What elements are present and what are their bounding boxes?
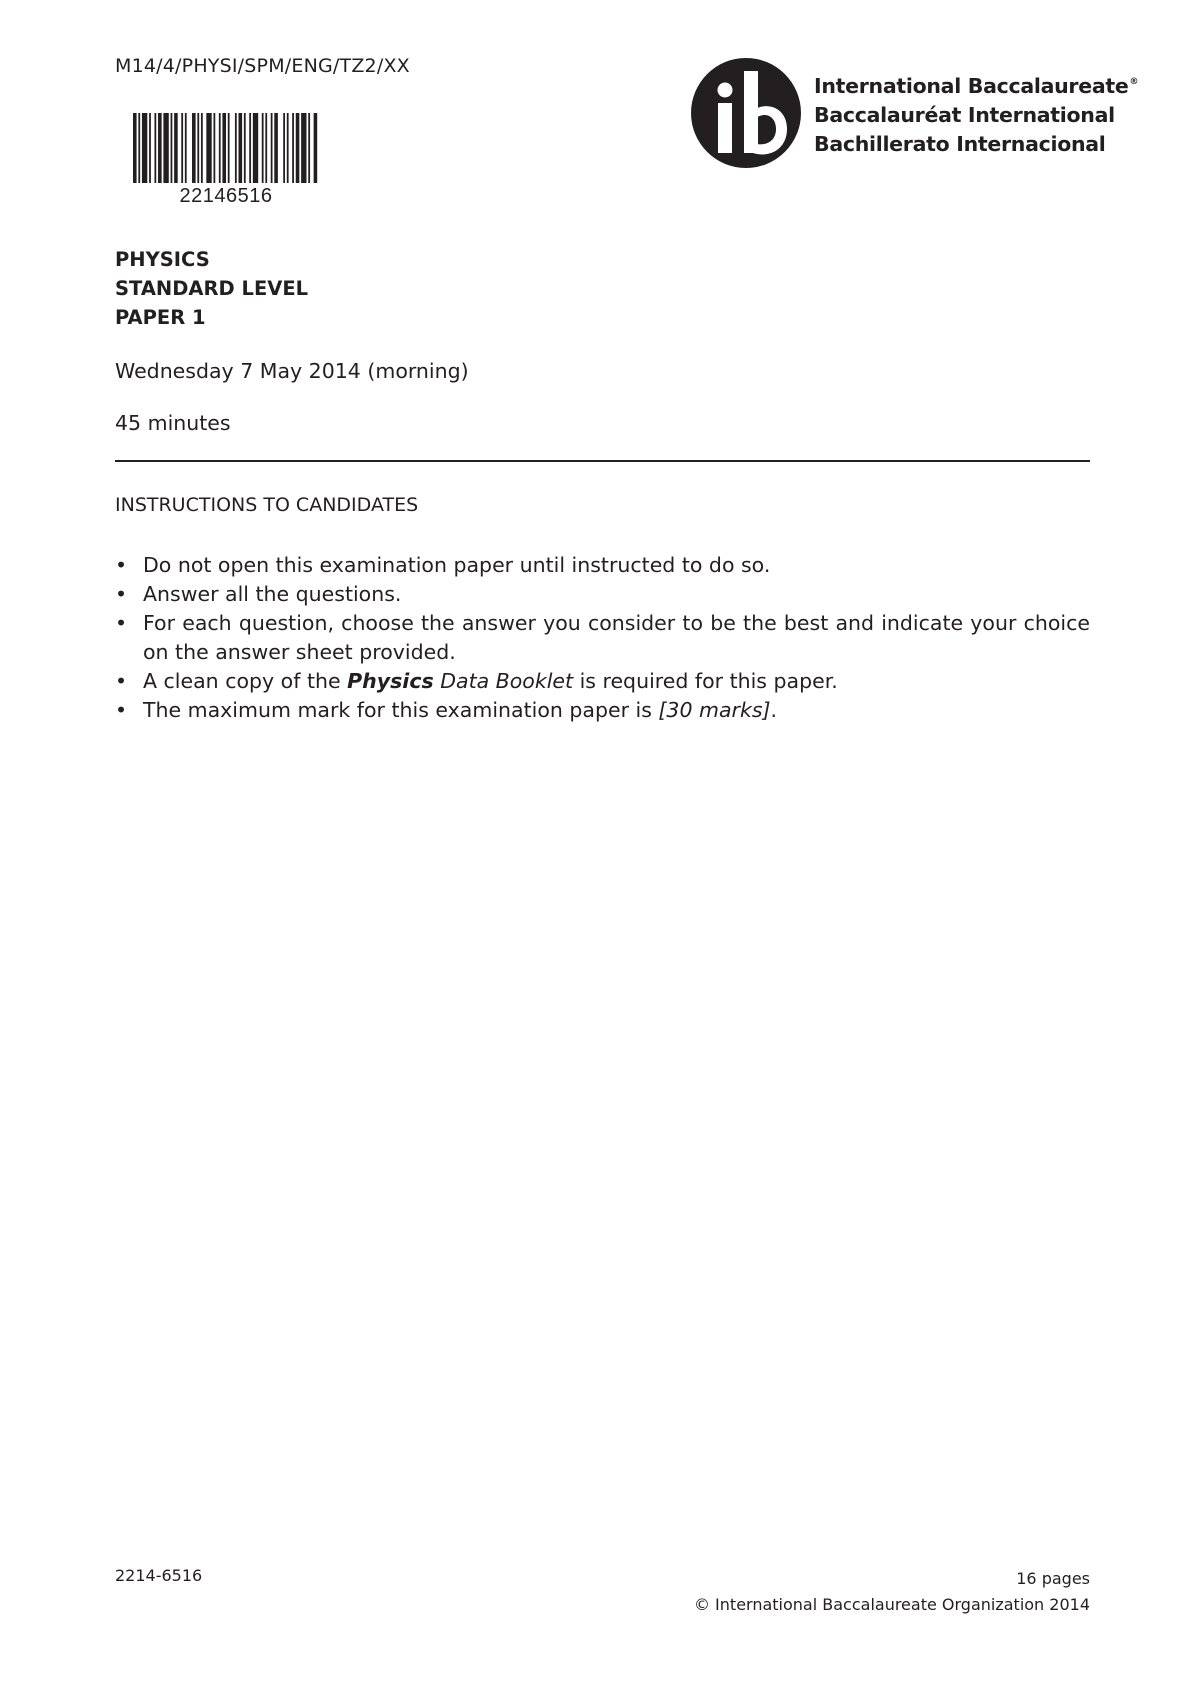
barcode-bar <box>213 113 215 183</box>
subject: PHYSICS <box>115 248 210 271</box>
barcode-bar <box>219 113 221 183</box>
barcode-bar <box>181 113 183 183</box>
barcode-bar <box>154 113 156 183</box>
barcode-bar <box>265 113 267 183</box>
org-name-es: Bachillerato Internacional <box>814 132 1106 156</box>
instructions-list <box>115 551 1090 725</box>
barcode-bar <box>142 113 147 183</box>
barcode-bar <box>197 113 199 183</box>
barcode-bar <box>235 113 237 183</box>
barcode-bar <box>185 113 187 183</box>
barcode-bar <box>271 113 273 183</box>
barcode-bar <box>274 113 278 183</box>
paper-code: M14/4/PHYSI/SPM/ENG/TZ2/XX <box>115 55 410 77</box>
barcode-bar <box>149 113 151 183</box>
barcode-bar <box>138 113 140 183</box>
barcode-bar <box>192 113 196 183</box>
exam-duration: 45 minutes <box>115 411 231 435</box>
org-name-fr: Baccalauréat International <box>814 103 1115 127</box>
barcode-block <box>133 113 319 208</box>
exam-title <box>115 245 308 332</box>
barcode-bar <box>249 113 251 183</box>
list-item: • Do not open this examination paper until instructed to do so. <box>115 551 1090 580</box>
barcode-number: 22146516 <box>179 185 273 207</box>
list-item: • For each question, choose the answer you consider to be the best and indicate your choice on the answer sheet provided. <box>115 609 1090 667</box>
barcode-bar <box>262 113 264 183</box>
organization-names <box>814 68 1138 159</box>
barcode-bar <box>133 113 137 183</box>
page-count: 16 pages <box>1016 1569 1090 1588</box>
booklet-subject: Physics <box>347 669 434 693</box>
barcode-bar <box>308 113 310 183</box>
barcode-bar <box>296 113 300 183</box>
barcode-bar <box>292 113 294 183</box>
barcode-bar <box>222 113 226 183</box>
list-item: • The maximum mark for this examination paper is [30 marks]. <box>115 696 1090 725</box>
divider <box>115 460 1090 462</box>
list-item: • A clean copy of the Physics Data Booklet is required for this paper. <box>115 667 1090 696</box>
barcode-bar <box>206 113 211 183</box>
barcode-bar <box>174 113 178 183</box>
copyright: © International Baccalaureate Organization 2014 <box>693 1595 1090 1614</box>
barcode-icon <box>133 113 319 183</box>
booklet-name: Data Booklet <box>440 669 574 693</box>
barcode-bar <box>244 113 246 183</box>
list-item: • Answer all the questions. <box>115 580 1090 609</box>
barcode-bar <box>158 113 162 183</box>
ib-logo-icon <box>690 57 802 169</box>
barcode-bar <box>314 113 318 183</box>
instructions-heading: INSTRUCTIONS TO CANDIDATES <box>115 494 419 516</box>
barcode-bar <box>201 113 203 183</box>
org-name-en: International Baccalaureate® <box>814 74 1139 98</box>
barcode-bar <box>171 113 173 183</box>
barcode-bar <box>228 113 230 183</box>
barcode-bar <box>287 113 289 183</box>
max-marks: [30 marks] <box>658 698 771 722</box>
barcode-bar <box>301 113 306 183</box>
barcode-bar <box>283 113 285 183</box>
registered-mark: ® <box>1129 77 1139 87</box>
exam-date: Wednesday 7 May 2014 (morning) <box>115 359 469 383</box>
barcode-bar <box>163 113 168 183</box>
footer-info <box>694 1566 1090 1618</box>
footer-reference: 2214-6516 <box>115 1566 203 1585</box>
barcode-bar <box>253 113 258 183</box>
paper: PAPER 1 <box>115 306 206 329</box>
level: STANDARD LEVEL <box>115 277 309 300</box>
barcode-bar <box>239 113 243 183</box>
